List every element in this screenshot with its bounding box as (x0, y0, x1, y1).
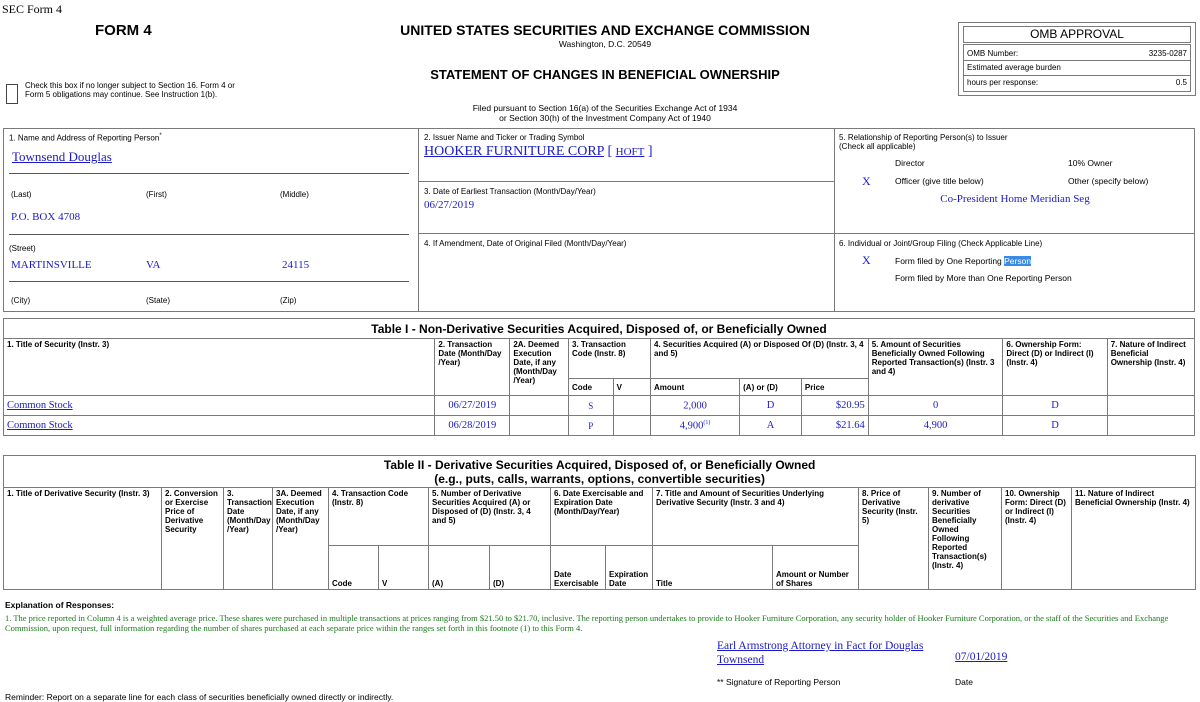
zip-value: 24115 (282, 259, 310, 271)
officer-title: Co-President Home Meridian Seg (940, 193, 1090, 205)
t2-col-deemed: 3A. Deemed Execution Date, if any (Month/Day /Year) (273, 488, 329, 590)
signature-label: ** Signature of Reporting Person (717, 677, 841, 687)
omb-burden-label: Estimated average burden (967, 63, 1061, 72)
signature-name-line-2[interactable]: Townsend (717, 654, 765, 666)
statement-title: STATEMENT OF CHANGES IN BENEFICIAL OWNERSHIP (430, 67, 780, 82)
t1-row-nature (1107, 416, 1194, 436)
t2-sub-amount: Amount or Number of Shares (773, 546, 859, 590)
commission-city: Washington, D.C. 20549 (558, 39, 652, 49)
t2-sub-v: V (379, 546, 429, 590)
table-row (4, 396, 1195, 416)
t2-col-exercisable: 6. Date Exercisable and Expiration Date (Month/Day/Year) (551, 488, 653, 546)
filed-line-1: Filed pursuant to Section 16(a) of the Securities Exchange Act of 1934 (472, 103, 738, 113)
explanation-footnote: 1. The price reported in Column 4 is a weighted average price. These shares were purchased in multiple transactions at prices ranging from $21.50 to $21.70, inclusive. The reporting person undertakes to provide to Hooker Furniture Corporation, any security holder of Hooker Furniture Corporation, or the staff of the Securities and Exchange Commission, upon request, full information regarding the number of shares purchased at each separate price within the ranges set forth in this footnote (1) to this Form 4. (5, 613, 1169, 633)
omb-details (963, 44, 1191, 92)
middle-label: (Middle) (280, 190, 309, 199)
reminder-text: Reminder: Report on a separate line for each class of securities beneficially owned directly or indirectly. (5, 692, 394, 702)
t1-row-price: $21.64 (801, 416, 868, 436)
box5-label (839, 133, 1008, 151)
table-row (4, 416, 1195, 436)
issuer-name-link[interactable]: HOOKER FURNITURE CORP (424, 144, 604, 159)
t2-sub-a: (A) (429, 546, 490, 590)
t1-row-v (613, 416, 650, 436)
city-label: (City) (11, 296, 31, 305)
officer-check-mark: X (862, 174, 871, 188)
table-ii-subtitle: (e.g., puts, calls, warrants, options, convertible securities) (434, 471, 765, 486)
t2-sub-expiration: Expiration Date (606, 546, 653, 590)
ten-percent-owner-label: 10% Owner (1068, 158, 1113, 168)
issuer-line (424, 144, 653, 160)
highlighted-person-text: Person (1004, 256, 1032, 266)
t1-col-deemed: 2A. Deemed Execution Date, if any (Month/Day /Year) (510, 339, 569, 396)
more-reporting-persons-label: Form filed by More than One Reporting Person (895, 273, 1072, 283)
other-label: Other (specify below) (1068, 176, 1149, 186)
city-value: MARTINSVILLE (11, 259, 92, 271)
t1-row-code: P (569, 416, 614, 436)
t2-col-form: 10. Ownership Form: Direct (D) or Indirect (I) (Instr. 4) (1002, 488, 1072, 590)
t1-sub-v: V (613, 379, 650, 396)
omb-hours-label: hours per response: (967, 78, 1039, 87)
t2-col-number: 5. Number of Derivative Securities Acquired (A) or Disposed of (D) (Instr. 3, 4 and 5) (429, 488, 551, 546)
one-person-check-mark: X (862, 253, 871, 267)
t2-col-owned: 9. Number of derivative Securities Beneficially Owned Following Reported Transaction(s) (Instr. 4) (929, 488, 1002, 590)
signature-date: 07/01/2019 (955, 651, 1008, 663)
t1-col-form: 6. Ownership Form: Direct (D) or Indirect (I) (Instr. 4) (1003, 339, 1107, 396)
t2-col-nature: 11. Nature of Indirect Beneficial Ownership (Instr. 4) (1072, 488, 1196, 590)
box5-title: 5. Relationship of Reporting Person(s) to Issuer (839, 133, 1008, 142)
last-label: (Last) (11, 190, 32, 199)
t2-col-price: 8. Price of Derivative Security (Instr. 5) (859, 488, 929, 590)
table-i-title: Table I - Non-Derivative Securities Acquired, Disposed of, or Beneficially Owned (4, 319, 1195, 339)
t1-row-owned: 4,900 (868, 416, 1003, 436)
t1-col-date: 2. Transaction Date (Month/Day /Year) (435, 339, 510, 396)
security-title-link[interactable]: Common Stock (7, 420, 73, 431)
t1-row-amount: 4,900$^{(1)}$ (651, 416, 740, 436)
omb-hours-value: 0.5 (1175, 78, 1187, 87)
section16-checkbox-text: Check this box if no longer subject to Section 16. Form 4 or Form 5 obligations may continue. See Instruction 1(b). (25, 81, 235, 99)
box5-check-all: (Check all applicable) (839, 142, 916, 151)
t1-row-code: S (569, 396, 614, 416)
table-ii-title-cell (4, 456, 1196, 488)
t1-row-date: 06/27/2019 (435, 396, 510, 416)
table-i-non-derivative (3, 318, 1195, 436)
form-name: FORM 4 (95, 22, 152, 39)
t1-row-deemed (510, 396, 569, 416)
t2-sub-d: (D) (490, 546, 551, 590)
t1-row-date: 06/28/2019 (435, 416, 510, 436)
t2-col-code: 4. Transaction Code (Instr. 8) (329, 488, 429, 546)
t2-sub-date-exercisable: Date Exercisable (551, 546, 606, 590)
t1-sub-aord: (A) or (D) (740, 379, 802, 396)
t1-row-price: $20.95 (801, 396, 868, 416)
t1-row-owned: 0 (868, 396, 1003, 416)
box4-label: 4. If Amendment, Date of Original Filed (Month/Day/Year) (424, 239, 627, 248)
sec-form-label: SEC Form 4 (2, 2, 63, 16)
explanation-label: Explanation of Responses: (5, 600, 115, 610)
table-ii-title: Table II - Derivative Securities Acquired, Disposed of, or Beneficially Owned (383, 457, 816, 472)
ticker-link[interactable]: HOFT (615, 146, 645, 158)
t1-row-title (4, 416, 435, 436)
t1-row-v (613, 396, 650, 416)
state-value: VA (146, 259, 161, 271)
omb-number-value: 3235-0287 (1148, 49, 1187, 58)
omb-approval-box (958, 22, 1196, 96)
zip-label: (Zip) (280, 296, 297, 305)
t1-col-nature: 7. Nature of Indirect Beneficial Ownership (Instr. 4) (1107, 339, 1194, 396)
t1-sub-code: Code (569, 379, 614, 396)
security-title-link[interactable]: Common Stock (7, 400, 73, 411)
box3-label: 3. Date of Earliest Transaction (Month/Day/Year) (424, 187, 596, 196)
t1-row-form: D (1003, 396, 1107, 416)
t2-col-underlying: 7. Title and Amount of Securities Underlying Derivative Security (Instr. 3 and 4) (653, 488, 859, 546)
one-reporting-person-label: Form filed by One Reporting Person (895, 256, 1032, 266)
t1-row-amount: 2,000 (651, 396, 740, 416)
section16-checkbox[interactable] (6, 84, 18, 104)
state-label: (State) (146, 296, 171, 305)
t1-col-owned: 5. Amount of Securities Beneficially Owned Following Reported Transaction(s) (Instr. 3 and 4) (868, 339, 1003, 396)
t1-row-form: D (1003, 416, 1107, 436)
t2-col-date: 3. Transaction Date (Month/Day /Year) (224, 488, 273, 590)
filed-line-2: or Section 30(h) of the Investment Company Act of 1940 (499, 113, 711, 123)
box2-label: 2. Issuer Name and Ticker or Trading Symbol (424, 133, 585, 142)
ticker-open: [ (607, 144, 613, 159)
omb-title: OMB APPROVAL (963, 26, 1191, 43)
t1-row-nature (1107, 396, 1194, 416)
box1-label: 1. Name and Address of Reporting Person* (9, 133, 162, 143)
director-label: Director (895, 158, 925, 168)
t1-row-aord: D (740, 396, 802, 416)
t1-sub-price: Price (801, 379, 868, 396)
t2-col-title: 1. Title of Derivative Security (Instr. 3) (4, 488, 162, 590)
date-label: Date (955, 677, 973, 687)
box6-label: 6. Individual or Joint/Group Filing (Check Applicable Line) (839, 239, 1043, 248)
t2-sub-title: Title (653, 546, 773, 590)
reporting-person-name-link[interactable]: Townsend Douglas (12, 149, 112, 164)
filed-pursuant (300, 103, 910, 123)
t1-col-acquired: 4. Securities Acquired (A) or Disposed Of (D) (Instr. 3, 4 and 5) (651, 339, 869, 379)
t2-col-conversion: 2. Conversion or Exercise Price of Derivative Security (162, 488, 224, 590)
t1-sub-amount: Amount (651, 379, 740, 396)
t1-row-deemed (510, 416, 569, 436)
street-label: (Street) (9, 244, 36, 253)
t1-row-title (4, 396, 435, 416)
street-value: P.O. BOX 4708 (11, 211, 81, 223)
officer-label: Officer (give title below) (895, 176, 984, 186)
signature-name-line-1[interactable]: Earl Armstrong Attorney in Fact for Douglas (717, 640, 924, 652)
t1-col-code: 3. Transaction Code (Instr. 8) (569, 339, 651, 379)
omb-number-label: OMB Number: (967, 49, 1019, 58)
table-ii-derivative (3, 455, 1196, 590)
signature-block (717, 639, 942, 667)
first-label: (First) (146, 190, 167, 199)
commission-title: UNITED STATES SECURITIES AND EXCHANGE COMMISSION (400, 22, 810, 38)
t1-row-aord: A (740, 416, 802, 436)
t2-sub-code: Code (329, 546, 379, 590)
ticker-close: ] (647, 144, 653, 159)
t1-col-title: 1. Title of Security (Instr. 3) (4, 339, 435, 396)
earliest-transaction-date: 06/27/2019 (424, 199, 475, 211)
